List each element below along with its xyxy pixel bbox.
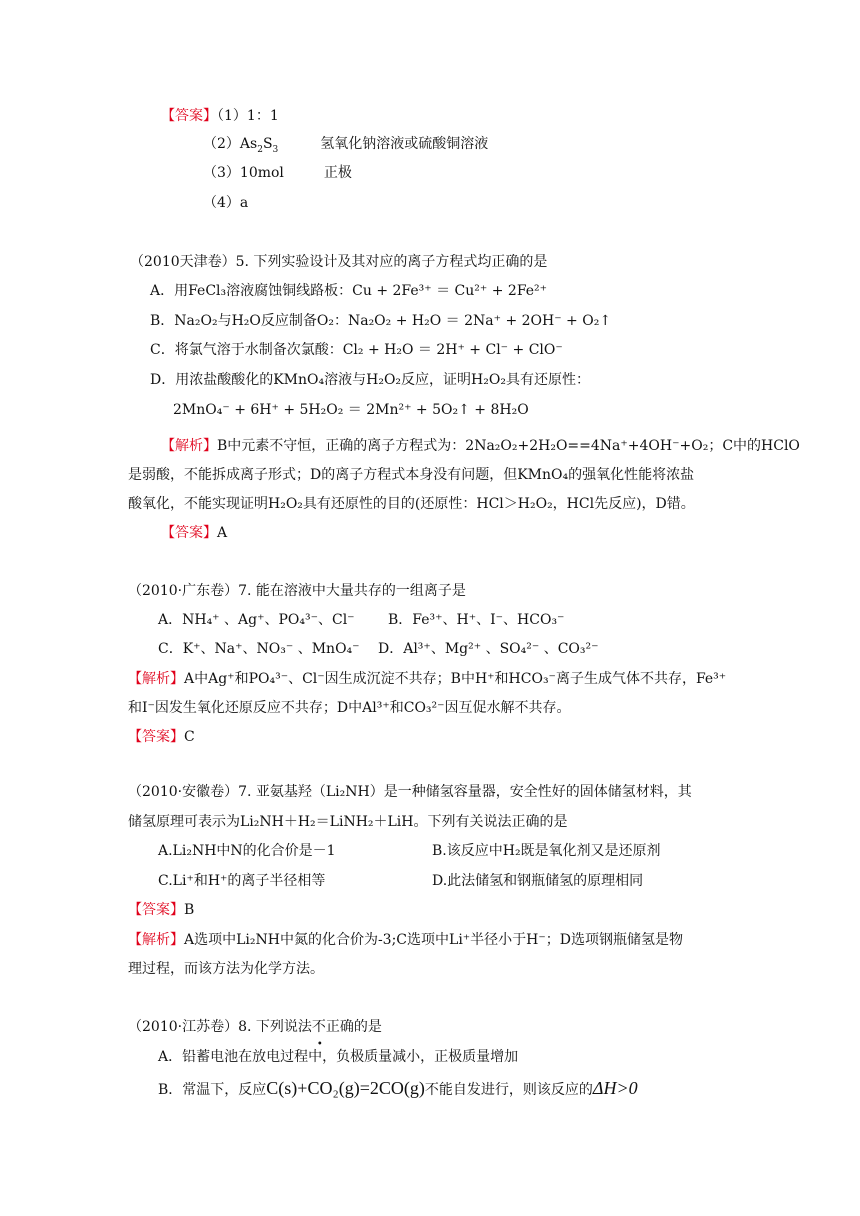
analysis-line: 【解析】A选项中Li₂NH中氮的化合价为-3;C选项中Li⁺半径小于H⁻；D选项钢瓶储氢是物 xyxy=(128,932,684,948)
option-a: A．用FeCl₃溶液腐蚀铜线路板：Cu + 2Fe³⁺ ＝ Cu²⁺ + 2Fe²⁺ xyxy=(150,283,548,299)
answer-line-3: （3）10mol 正极 xyxy=(203,165,352,181)
option-d: D．用浓盐酸酸化的KMnO₄溶液与H₂O₂反应，证明H₂O₂具有还原性： xyxy=(150,372,590,388)
answer-line-2: $(2)As_2S_3$ 氢氧化钠溶液或硫酸铜溶液 xyxy=(203,136,489,155)
analysis-line: 【解析】A中Ag⁺和PO₄³⁻、Cl⁻因生成沉淀不共存；B中H⁺和HCO₃⁻离子生成气体不共存，Fe³⁺ xyxy=(128,671,727,687)
question-heading-cont: 储氢原理可表示为Li₂NH＋H₂＝LiNH₂＋LiH。下列有关说法正确的是 xyxy=(128,814,568,830)
answer-label: 【答案】 xyxy=(161,525,217,541)
equation: 2MnO₄⁻ + 6H⁺ + 5H₂O₂ ＝ 2Mn²⁺ + 5O₂↑ + 8H₂O xyxy=(173,402,529,418)
analysis-line: 理过程，而该方法为化学方法。 xyxy=(128,961,324,977)
question-heading: （2010·江苏卷）8. 下列说法不 • 正确的是 xyxy=(128,1017,382,1037)
analysis-line: 是弱酸，不能拆成离子形式；D的离子方程式本身没有问题，但KMnO₄的强氧化性能将浓盐 xyxy=(128,467,695,483)
answer-label: 【答案】 xyxy=(161,108,217,124)
option-d: D.此法储氢和钢瓶储氢的原理相同 xyxy=(432,873,644,889)
option-d: D．Al³⁺、Mg²⁺ 、SO₄²⁻ 、CO₃²⁻ xyxy=(378,641,599,657)
analysis-label: 【解析】 xyxy=(128,671,184,687)
option-b: B．Fe³⁺、H⁺、I⁻、HCO₃⁻ xyxy=(388,612,565,628)
analysis-label: 【解析】 xyxy=(128,932,184,948)
option-c: C．将氯气溶于水制备次氯酸：Cl₂ + H₂O ＝ 2H⁺ + Cl⁻ + ClO⁻ xyxy=(150,342,563,358)
reaction-equation: C(s)+CO₂(g)=2CO(g) xyxy=(266,1078,425,1098)
analysis-line: 酸氧化，不能实现证明H₂O₂具有还原性的目的(还原性：HCl＞H₂O₂，HCl先反应)，D错。 xyxy=(128,496,695,512)
answer-line: 【答案】A xyxy=(161,525,228,541)
option-c: C.Li⁺和H⁺的离子半径相等 xyxy=(158,873,326,889)
answer-line: 【答案】B xyxy=(128,902,195,918)
analysis-line: 【解析】B中元素不守恒，正确的离子方程式为：2Na₂O₂+2H₂O==4Na⁺+4OH⁻+O₂；C中的HClO xyxy=(161,438,800,454)
analysis-label: 【解析】 xyxy=(161,438,217,454)
emphasis-dot: • xyxy=(316,1039,323,1050)
option-a: A．铅蓄电池在放电过程中，负极质量减小，正极质量增加 xyxy=(158,1049,519,1065)
option-b: B．Na₂O₂与H₂O反应制备O₂：Na₂O₂ + H₂O ＝ 2Na⁺ + 2OH⁻ + O₂↑ xyxy=(150,313,612,329)
enthalpy-term: ΔH>0 xyxy=(592,1078,638,1098)
answer-line-4: （4）a xyxy=(203,195,249,211)
answer-text: （1）1：1 xyxy=(217,108,279,124)
answer-line: 【答案】C xyxy=(128,729,195,745)
question-heading: （2010·安徽卷）7. 亚氨基羟（Li₂NH）是一种储氢容量器，安全性好的固体储氢材料，其 xyxy=(128,784,692,800)
emphasis-dot-word: 不 • xyxy=(312,1019,326,1035)
option-a: A.Li₂NH中N的化合价是－1 xyxy=(158,843,336,859)
option-b: B.该反应中H₂既是氧化剂又是还原剂 xyxy=(432,843,661,859)
option-c: C．K⁺、Na⁺、NO₃⁻ 、MnO₄⁻ xyxy=(158,641,360,657)
answer-line-1 xyxy=(161,106,279,126)
answer-label: 【答案】 xyxy=(128,729,184,745)
question-heading: （2010·广东卷）7. 能在溶液中大量共存的一组离子是 xyxy=(128,583,466,599)
option-a: A．NH₄⁺ 、Ag⁺、PO₄³⁻、Cl⁻ xyxy=(158,612,355,628)
analysis-line: 和I⁻因发生氧化还原反应不共存；D中Al³⁺和CO₃²⁻因互促水解不共存。 xyxy=(128,700,571,716)
answer-label: 【答案】 xyxy=(128,902,184,918)
question-heading: （2010天津卷）5. 下列实验设计及其对应的离子方程式均正确的是 xyxy=(130,254,548,270)
option-b: B．常温下，反应C(s)+CO₂(g)=2CO(g)不能自发进行，则该反应的ΔH>0 xyxy=(158,1078,638,1098)
